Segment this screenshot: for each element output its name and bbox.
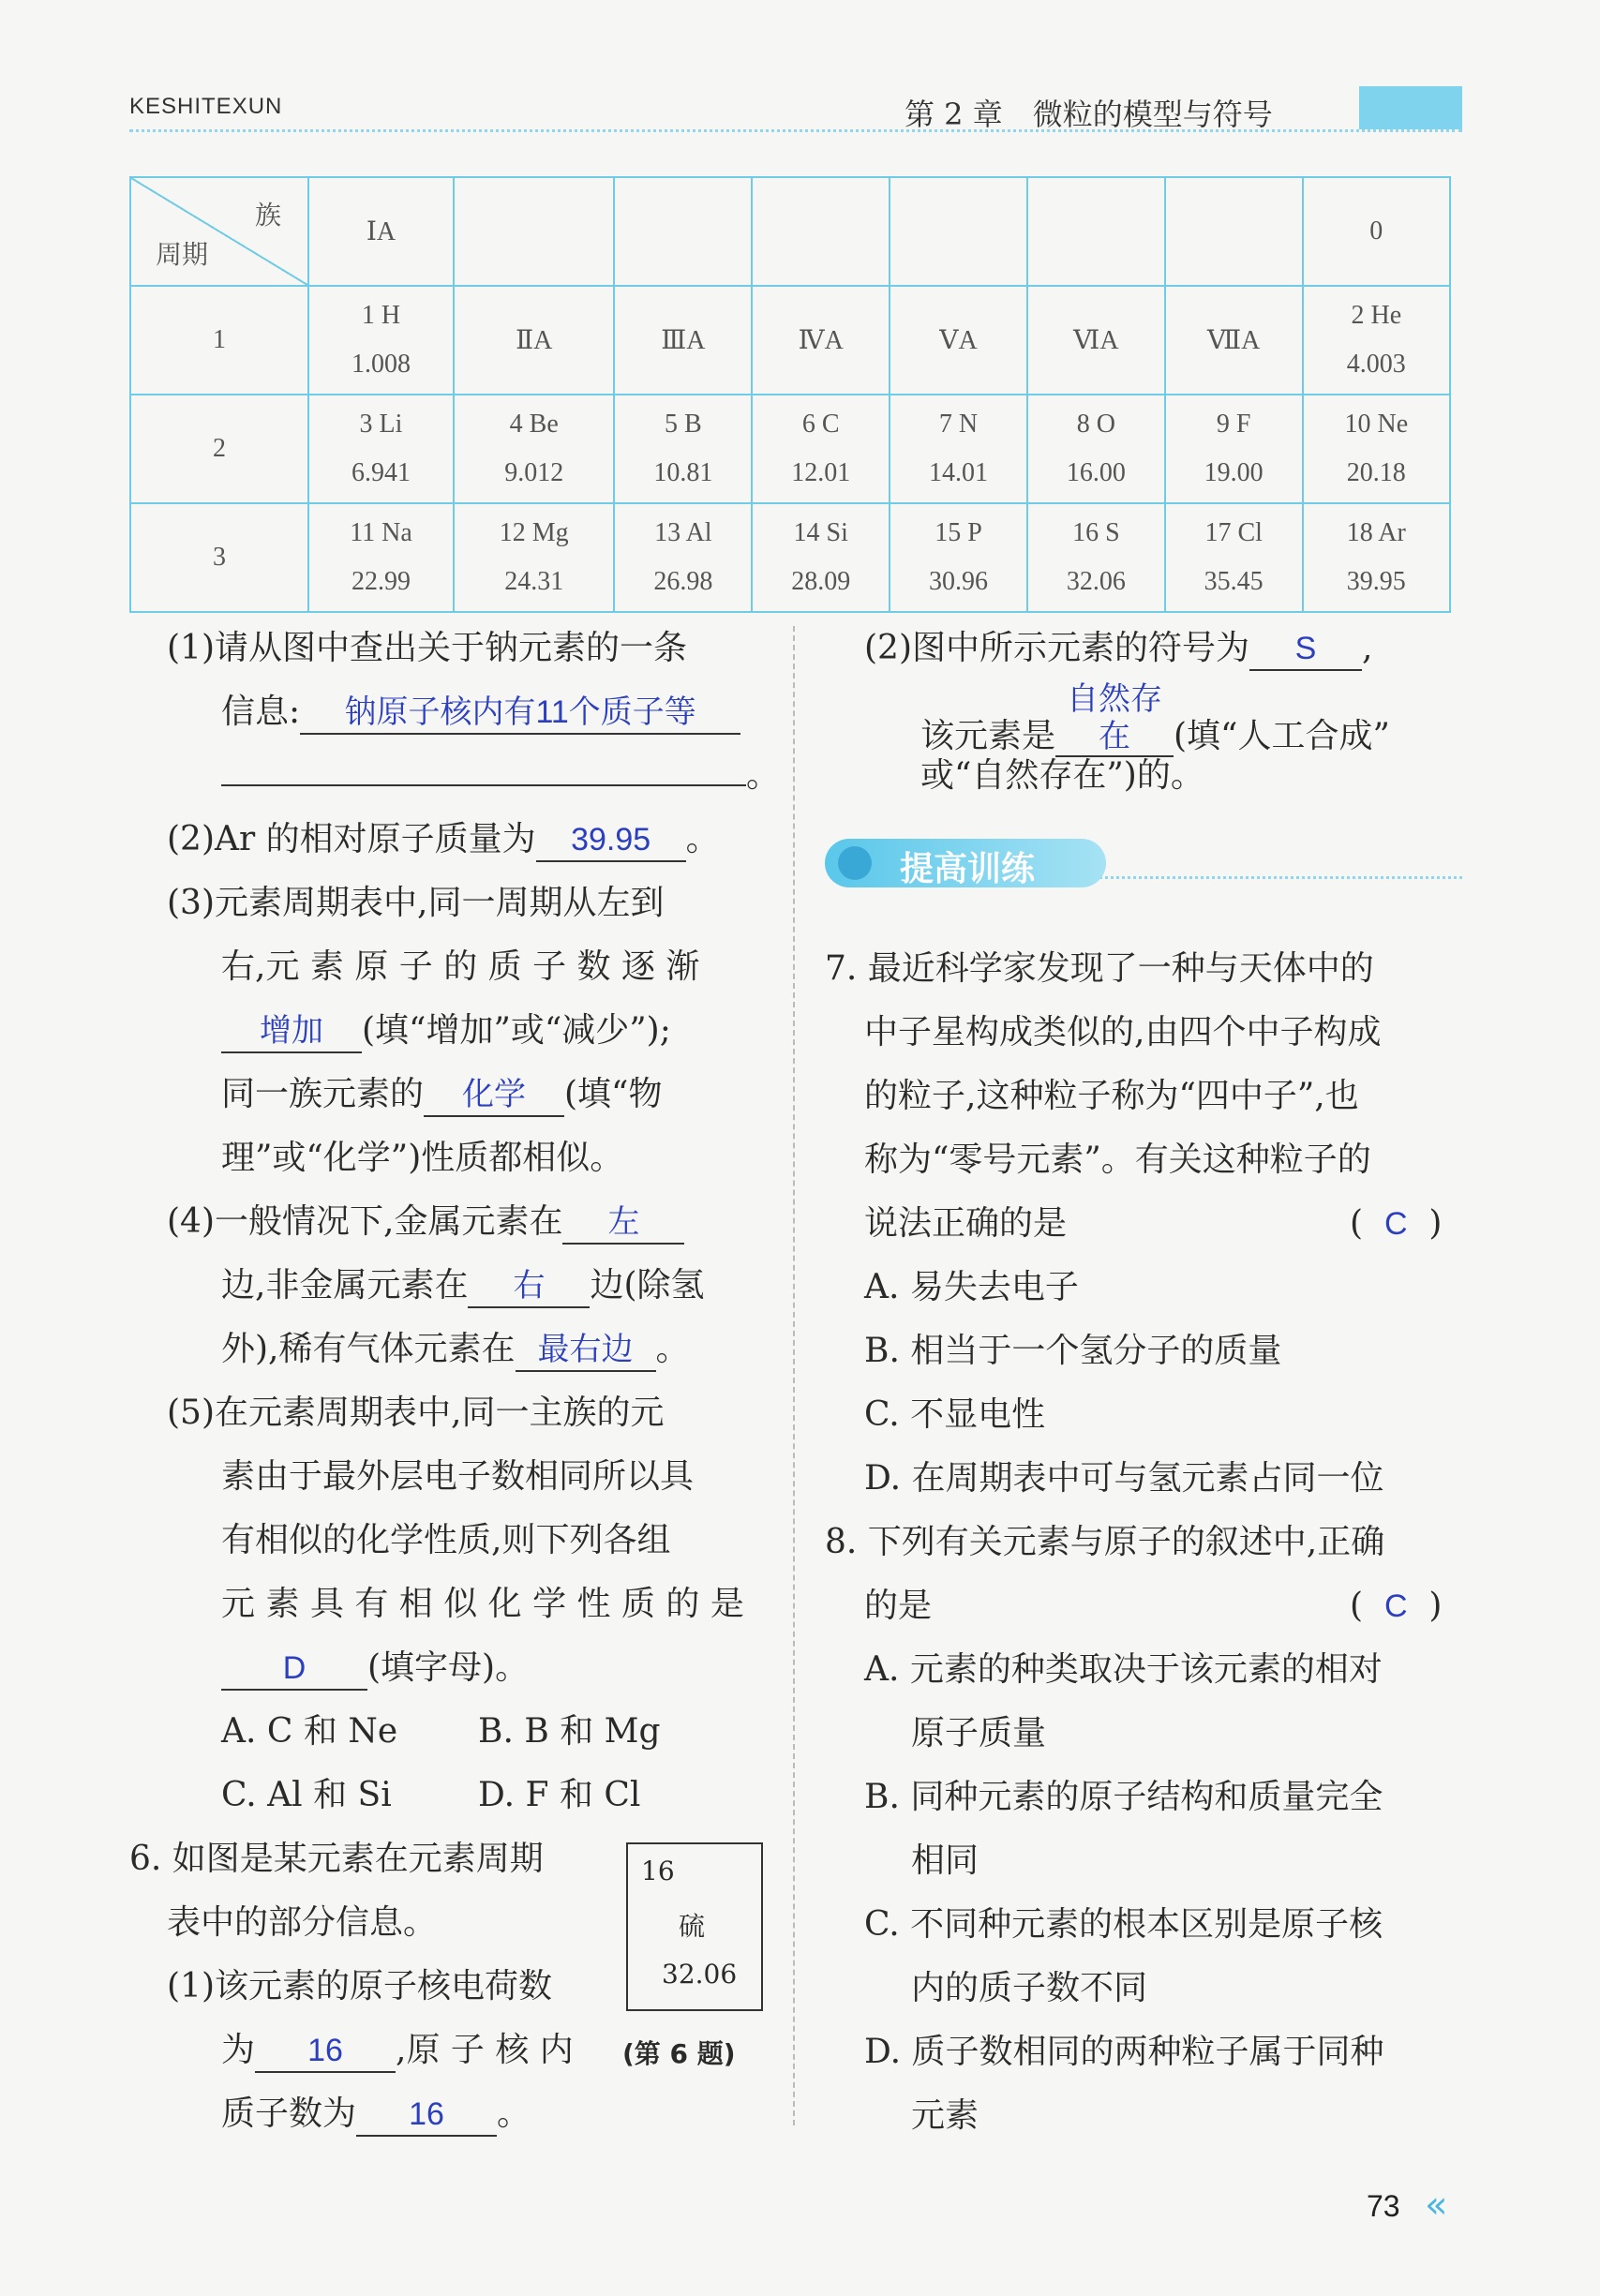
q5-5-line-a: (5)在元素周期表中,同一主族的元 (167, 1394, 665, 1432)
element-cell: 11 Na 22.99 (308, 503, 454, 612)
element-cell: 10 Ne 20.18 (1303, 395, 1450, 503)
q5-3-line-e: 理”或“化学”)性质都相似。 (221, 1139, 624, 1177)
period-label: 周期 (156, 241, 209, 270)
q8-option-a-cont: 原子质量 (911, 1714, 1047, 1752)
answer-blank: 16 (255, 2030, 396, 2073)
answer-blank: 自然存在 (1055, 680, 1174, 757)
q5-3-line-b: 右,元 素 原 子 的 质 子 数 逐 渐 (221, 947, 700, 986)
q5-1-line-c: 。 (221, 744, 780, 808)
group-cell: ⅣA (752, 286, 890, 395)
element-name: 硫 (679, 1911, 706, 1942)
table-cell (1027, 177, 1165, 286)
table-corner (130, 177, 308, 286)
q7-option-c: C. 不显电性 (864, 1395, 1046, 1434)
answer-blank: D (221, 1647, 367, 1691)
option-c: C. Al 和 Si (221, 1776, 392, 1814)
answer-blank: 右 (468, 1265, 590, 1308)
q6-2-line-a: (2)图中所示元素的符号为 S , (864, 617, 1372, 680)
q8-line-b: 的是 (864, 1587, 933, 1625)
table-row (130, 395, 1450, 503)
atomic-number: 16 (641, 1856, 675, 1886)
element-cell: 18 Ar 39.95 (1303, 503, 1450, 612)
q7-line-d: 称为“零号元素”。有关这种粒子的 (864, 1141, 1371, 1179)
element-info-box (626, 1842, 763, 2011)
element-cell: 14 Si 28.09 (752, 503, 890, 612)
q7-answer-bracket: ( C ) (1350, 1204, 1443, 1243)
atomic-mass: 32.06 (662, 1959, 738, 1990)
table-cell: 0 (1303, 177, 1450, 286)
q8-answer: C (1383, 1588, 1408, 1624)
banner-title: 提高训练 (900, 850, 1036, 888)
publisher-mark: KESHITEXUN (129, 94, 283, 119)
q8-answer-bracket: ( C ) (1350, 1587, 1443, 1625)
answer-blank: 最右边 (516, 1329, 656, 1372)
pen-icon (838, 846, 872, 880)
q5-4-line-a: (4)一般情况下,金属元素在 左 (167, 1190, 684, 1254)
group-cell: ⅤA (890, 286, 1027, 395)
answer-blank (221, 784, 746, 786)
element-cell: 7 N 14.01 (890, 395, 1027, 503)
q5-3-line-a: (3)元素周期表中,同一周期从左到 (167, 884, 665, 922)
option-a: A. C 和 Ne (221, 1712, 398, 1751)
q6-1-line-b: 为 16 ,原 子 核 内 (221, 2019, 574, 2082)
element-cell: 1 H 1.008 (308, 286, 454, 395)
period-cell: 2 (130, 395, 308, 503)
q5-4-line-c: 外),稀有气体元素在 最右边 。 (221, 1318, 690, 1381)
answer-blank: 39.95 (536, 819, 686, 862)
column-divider (793, 626, 795, 2125)
q5-5-line-e: D (填字母)。 (221, 1636, 529, 1700)
q8-option-b: B. 同种元素的原子结构和质量完全 (864, 1778, 1383, 1816)
element-cell: 15 P 30.96 (890, 503, 1027, 612)
q8-option-b-cont: 相同 (911, 1841, 979, 1880)
element-cell: 8 O 16.00 (1027, 395, 1165, 503)
element-cell: 13 Al 26.98 (614, 503, 752, 612)
element-cell: 3 Li 6.941 (308, 395, 454, 503)
q7-option-b: B. 相当于一个氢分子的质量 (864, 1332, 1282, 1370)
figure-caption: (第 6 题) (622, 2038, 736, 2069)
answer-blank: 左 (562, 1201, 684, 1245)
q8-option-c: C. 不同种元素的根本区别是原子核 (864, 1905, 1383, 1944)
q7-line-e: 说法正确的是 (864, 1204, 1068, 1243)
q6-line-a: 6. 如图是某元素在元素周期 (129, 1840, 544, 1878)
q8-option-c-cont: 内的质子数不同 (911, 1969, 1148, 2007)
header-divider (129, 129, 1462, 132)
answer-blank: 16 (356, 2094, 497, 2137)
q5-2: (2)Ar 的相对原子质量为 39.95 。 (167, 808, 720, 872)
element-cell: 12 Mg 24.31 (454, 503, 614, 612)
option-d: D. F 和 Cl (478, 1776, 641, 1814)
group-cell: ⅦA (1165, 286, 1303, 395)
q7-option-a: A. 易失去电子 (864, 1268, 1079, 1306)
q5-5-line-c: 有相似的化学性质,则下列各组 (221, 1521, 671, 1559)
answer-blank: S (1249, 628, 1362, 671)
table-cell (454, 177, 614, 286)
table-row (130, 503, 1450, 612)
period-cell: 1 (130, 286, 308, 395)
element-cell: 6 C 12.01 (752, 395, 890, 503)
q5-1-line-a: (1)请从图中查出关于钠元素的一条 (167, 629, 687, 667)
q6-1-line-c: 质子数为 16 。 (221, 2082, 531, 2146)
answer-blank: 钠原子核内有11个质子等 (300, 692, 740, 735)
answer-blank: 化学 (424, 1074, 564, 1117)
periodic-table (129, 176, 1451, 613)
element-cell: 16 S 32.06 (1027, 503, 1165, 612)
q7-option-d: D. 在周期表中可与氢元素占同一位 (864, 1459, 1384, 1498)
q8-option-a: A. 元素的种类取决于该元素的相对 (864, 1650, 1383, 1689)
q8-option-d-cont: 元素 (911, 2096, 979, 2135)
table-cell (1165, 177, 1303, 286)
group-cell: ⅡA (454, 286, 614, 395)
element-cell: 4 Be 9.012 (454, 395, 614, 503)
q5-3-line-d: 同一族元素的 化学 (填“物 (221, 1063, 662, 1126)
group-label: 族 (254, 201, 281, 231)
q5-5-line-b: 素由于最外层电子数相同所以具 (221, 1457, 695, 1496)
element-cell: 17 Cl 35.45 (1165, 503, 1303, 612)
q7-line-b: 中子星构成类似的,由四个中子构成 (864, 1013, 1382, 1051)
section-banner (825, 839, 1462, 895)
q7-answer: C (1383, 1206, 1408, 1242)
table-row (130, 286, 1450, 395)
q6-line-b: 表中的部分信息。 (167, 1903, 438, 1942)
table-cell (752, 177, 890, 286)
chapter-title: 第 2 章 微粒的模型与符号 (905, 97, 1273, 132)
q5-4-line-b: 边,非金属元素在 右 边(除氢 (221, 1254, 705, 1318)
q5-1-line-b: 信息: 钠原子核内有11个质子等 (221, 680, 740, 744)
q6-2-line-b: 该元素是自然存在 (填“人工合成” (920, 681, 1390, 755)
element-cell: 5 B 10.81 (614, 395, 752, 503)
element-cell: 9 F 19.00 (1165, 395, 1303, 503)
element-cell: 2 He 4.003 (1303, 286, 1450, 395)
group-cell: ⅢA (614, 286, 752, 395)
q7-line-a: 7. 最近科学家发现了一种与天体中的 (825, 949, 1374, 988)
q5-5-line-d: 元 素 具 有 相 似 化 学 性 质 的 是 (221, 1585, 744, 1623)
page-number: 73 (1367, 2189, 1400, 2223)
option-b: B. B 和 Mg (478, 1712, 661, 1751)
q8-line-a: 8. 下列有关元素与原子的叙述中,正确 (825, 1523, 1385, 1561)
q5-3-line-c: 增加 (填“增加”或“减少”); (221, 999, 671, 1063)
double-chevron-left-icon: « (1425, 2184, 1448, 2227)
q8-option-d: D. 质子数相同的两种粒子属于同种 (864, 2033, 1384, 2071)
group-cell: ⅥA (1027, 286, 1165, 395)
table-cell (890, 177, 1027, 286)
period-cell: 3 (130, 503, 308, 612)
answer-blank: 增加 (221, 1010, 362, 1053)
table-cell (614, 177, 752, 286)
q6-1-line-a: (1)该元素的原子核电荷数 (167, 1967, 552, 2005)
q7-line-c: 的粒子,这种粒子称为“四中子”,也 (864, 1077, 1359, 1115)
header-color-band (1359, 86, 1462, 129)
q6-2-line-c: 或“自然存在”)的。 (920, 756, 1204, 795)
table-cell: ⅠA (308, 177, 454, 286)
table-header-row (130, 177, 1450, 286)
